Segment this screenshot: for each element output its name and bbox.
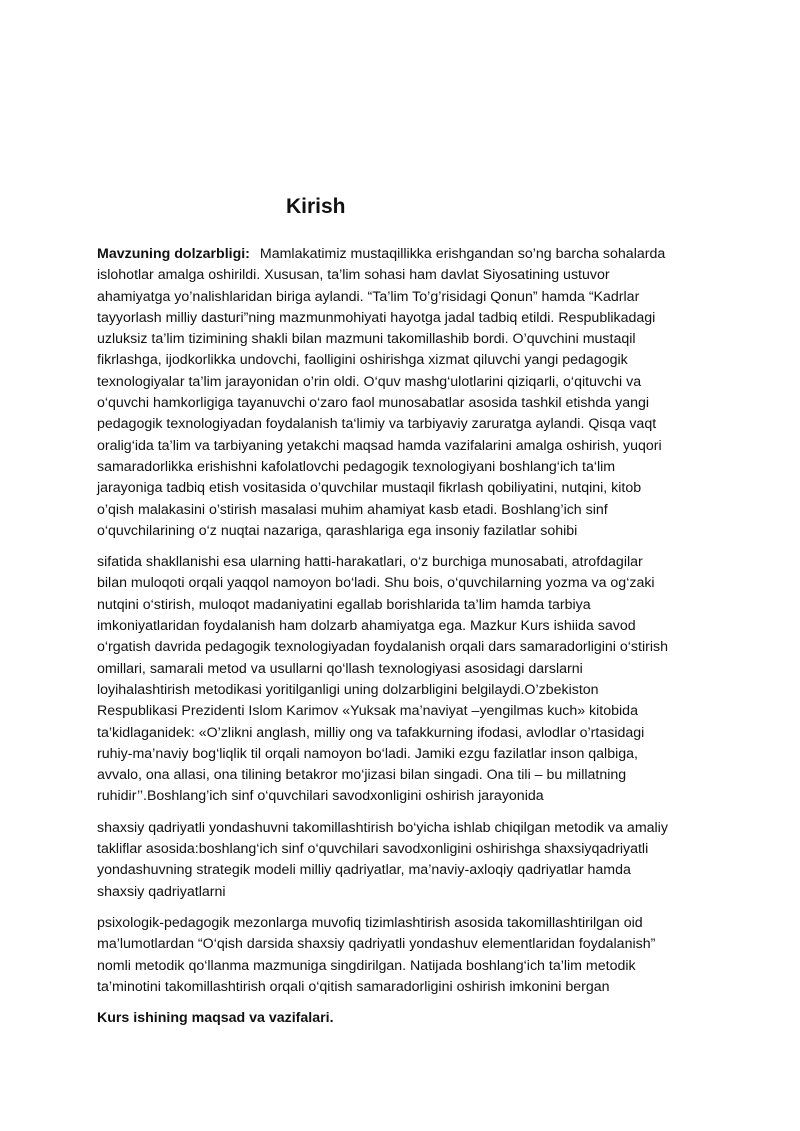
paragraph-line: omillari, samarali metod va usullarni qo‘llash texnologiyasi asosidagi darslarni [97, 660, 583, 677]
paragraph-line: shaxsiy qadriyatlarni [97, 883, 226, 900]
paragraph-line: loyihalashtirish metodikasi yoritilganligi uning dolzarbligini belgilaydi.O’zbekiston [97, 681, 599, 698]
paragraph-line: ruhiy-ma’naviy bog‘liqlik til orqali namoyon bo‘ladi. Jamiki ezgu fazilatlar inson qalbiga, [97, 745, 638, 762]
paragraph-line: shaxsiy qadriyatli yondashuvni takomillashtirish bo‘yicha ishlab chiqilgan metodik va amaliy [97, 819, 668, 836]
paragraph-line: o‘quvchi hamkorligiga tayanuvchi o‘zaro faol munosabatlar asosida tashkil etishda yangi [97, 395, 650, 412]
paragraph-third [97, 818, 707, 903]
paragraph-second [97, 552, 707, 808]
paragraph-line: yondashuvning strategik modeli milliy qadriyatlar, ma’naviy-axloqiy qadriyatlar hamda [97, 862, 631, 879]
paragraph-line: tayyorlash milliy dasturi”ning mazmunmohiyati hayotga jadal tadbiq etildi. Respublikadagi [97, 309, 656, 326]
paragraph-line: ma’lumotlardan “O‘qish darsida shaxsiy qadriyatli yondashuv elementlaridan foydalanish” [97, 936, 656, 953]
paragraph-line: pedagogik texnologiyadan foydalanish ta‘limiy va tarbiyaviy zaruratga aylandi. Qisqa vaqt [97, 416, 657, 433]
paragraph-line: sifatida shakllanishi esa ularning hatti-harakatlari, o‘z burchiga munosabati, atrofdagilar [97, 554, 643, 571]
paragraph-line: takliflar asosida:boshlang‘ich sinf o‘quvchilari savodxonligini oshirishga shaxsiyqadriyatli [97, 841, 649, 858]
paragraph-line: o‘quvchilarining o‘z nuqtai nazariga, qarashlariga ega insoniy fazilatlar sohibi [97, 522, 578, 539]
paragraph-line: avvalo, ona allasi, ona tilining betakror mo‘jizasi bilan singadi. Ona tili – bu millatning [97, 767, 627, 784]
page-title: Kirish [286, 195, 346, 218]
paragraph-line: o‘rgatish davrida pedagogik texnologiyadan foydalanish orqali dars samaradorligini o‘stirish [97, 639, 668, 656]
paragraph-line: bilan muloqoti orqali yaqqol namoyon bo‘ladi. Shu bois, o‘quvchilarning yozma va og‘zaki [97, 575, 655, 592]
paragraph-line-text: Mamlakatimiz mustaqillikka erishgandan so’ng barcha sohalarda [259, 246, 666, 262]
paragraph-line: imkoniyatlaridan foydalanish ham dolzarb ahamiyatga ega. Mazkur Kurs ishiida savod [97, 618, 636, 635]
paragraph-fourth [97, 913, 707, 998]
section-heading: Kurs ishining maqsad va vazifalari. [97, 1010, 334, 1027]
paragraph-line: nomli metodik qo‘llanma mazmuniga singdirilgan. Natijada boshlang‘ich ta’lim metodik [97, 957, 636, 974]
document-page [97, 190, 707, 1029]
paragraph-line: o’qish malakasini o’stirish masalasi muhim ahamiyat kasb etadi. Boshlang’ich sinf [97, 501, 608, 518]
paragraph-line: ahamiyatga yo’nalishlaridan biriga aylandi. “Ta’lim To’g’risidagi Qonun” hamda “Kadrlar [97, 288, 640, 305]
paragraph-line: jarayoniga tadbiq etish vositasida o’quvchilar mustaqil fikrlash qobiliyatini, nutqini, kitob [97, 480, 642, 497]
paragraph-line: ruhidir’’.Boshlang’ich sinf o‘quvchilari savodxonligini oshirish jarayonida [97, 788, 544, 805]
paragraph-line: fikrlashga, ijodkorlikka undovchi, faolligini oshirishga xizmat qiluvchi yangi pedagogik [97, 352, 628, 369]
paragraph-line: oralig‘ida ta’lim va tarbiyaning yetakchi maqsad hamda vazifalarini amalga oshirish, yuqori [97, 437, 662, 454]
paragraph-relevance [97, 244, 707, 542]
paragraph-line: ta’minotini takomillashtirish orqali o‘qitish samaradorligini oshirish imkonini bergan [97, 978, 610, 995]
paragraph-line: samaradorlikka erishishni kafolatlovchi pedagogik texnologiyani boshlang‘ich ta‘lim [97, 458, 616, 475]
paragraph-line: Respublikasi Prezidenti Islom Karimov «Yuksak ma’naviyat –yengilmas kuch» kitobida [97, 703, 638, 720]
paragraph-line: ta’kidlaganidek: «O’zlikni anglash, milliy ong va tafakkurning ifodasi, avlodlar o’rtasidagi [97, 724, 645, 741]
paragraph-line [97, 244, 707, 265]
paragraph-line: nutqini o‘stirish, muloqot madaniyatini egallab borishlarida ta’lim hamda tarbiya [97, 596, 591, 613]
paragraph-line: uzluksiz ta’lim tizimining shakli bilan mazmuni takomillashib bordi. O’quvchini mustaqil [97, 331, 636, 348]
paragraph-line: texnologiyalar ta’lim jarayonidan o’rin oldi. O‘quv mashg‘ulotlarini qiziqarli, o‘qituvchi va [97, 373, 642, 390]
paragraph-line: islohotlar amalga oshirildi. Xususan, ta’lim sohasi ham davlat Siyosatining ustuvor [97, 267, 610, 284]
paragraph-line: psixologik-pedagogik mezonlarga muvofiq tizimlashtirish asosida takomillashtirilgan oid [97, 914, 643, 931]
relevance-label: Mavzuning dolzarbligi: [97, 246, 250, 262]
